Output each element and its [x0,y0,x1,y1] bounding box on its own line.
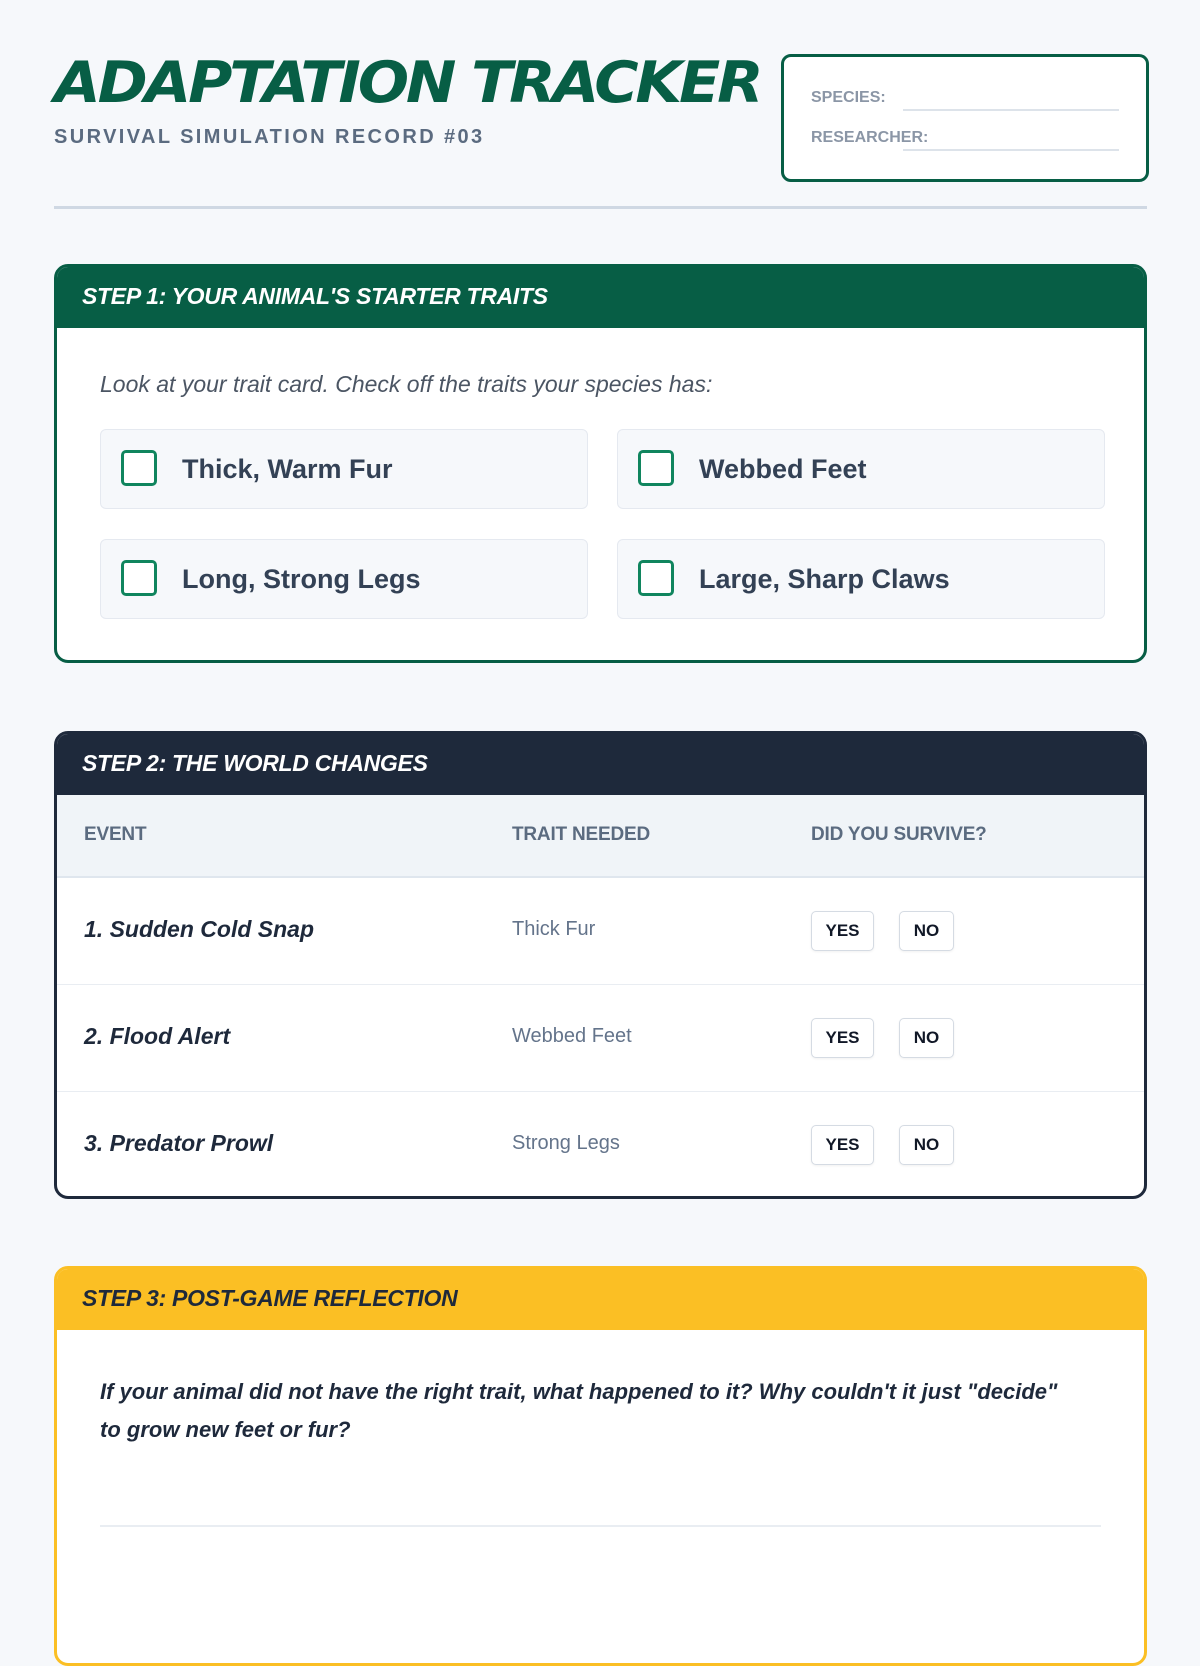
table-row [57,1092,1144,1198]
trait-checkbox[interactable] [638,450,674,486]
page-subtitle: SURVIVAL SIMULATION RECORD #03 [54,126,485,148]
worksheet-header [54,0,1147,210]
column-header-trait: TRAIT NEEDED [512,824,650,845]
worksheet [54,0,1147,1442]
step1-instructions: Look at your trait card. Check off the traits your species has: [100,371,713,397]
trait-checkbox[interactable] [121,560,157,596]
column-header-event: EVENT [84,824,147,845]
column-header-survive: DID YOU SURVIVE? [811,824,987,845]
trait-item[interactable] [100,539,588,619]
trait-checkbox[interactable] [638,560,674,596]
trait-label: Large, Sharp Claws [699,564,950,594]
species-label: SPECIES: [811,89,886,106]
event-name: 1. Sudden Cold Snap [84,916,315,942]
header-divider [54,206,1147,209]
yes-button[interactable]: YES [811,1018,874,1058]
yes-button[interactable]: YES [811,1125,874,1165]
researcher-row [811,123,1119,153]
event-name: 2. Flood Alert [84,1023,231,1049]
reflection-question: If your animal did not have the right trait, what happened to it? Why couldn't it just "decide" to grow new feet or fur? [100,1379,1058,1442]
step1-title: STEP 1: YOUR ANIMAL'S STARTER TRAITS [54,264,1147,328]
step1-card [54,264,1147,663]
event-name: 3. Predator Prowl [84,1130,274,1156]
no-button[interactable]: NO [899,911,954,951]
trait-label: Long, Strong Legs [182,564,421,594]
trait-label: Thick, Warm Fur [182,454,393,484]
page-title: ADAPTATION TRACKER [54,50,761,116]
step2-title: STEP 2: THE WORLD CHANGES [54,731,1147,795]
info-box [781,54,1149,182]
table-header [57,795,1144,878]
step3-title: STEP 3: POST-GAME REFLECTION [54,1266,1147,1330]
table-row [57,878,1144,985]
no-button[interactable]: NO [899,1125,954,1165]
answer-line[interactable] [100,1525,1101,1527]
species-field[interactable] [903,109,1119,111]
trait-item[interactable] [100,429,588,509]
trait-item[interactable] [617,429,1105,509]
researcher-label: RESEARCHER: [811,129,929,146]
trait-needed: Webbed Feet [512,1025,632,1047]
trait-needed: Strong Legs [512,1132,620,1154]
step2-card [54,731,1147,1199]
trait-item[interactable] [617,539,1105,619]
table-row [57,985,1144,1092]
researcher-field[interactable] [903,149,1119,151]
no-button[interactable]: NO [899,1018,954,1058]
step3-card [54,1266,1147,1666]
trait-needed: Thick Fur [512,918,596,940]
species-row [811,83,1119,113]
trait-checkbox[interactable] [121,450,157,486]
yes-button[interactable]: YES [811,911,874,951]
trait-label: Webbed Feet [699,454,867,484]
